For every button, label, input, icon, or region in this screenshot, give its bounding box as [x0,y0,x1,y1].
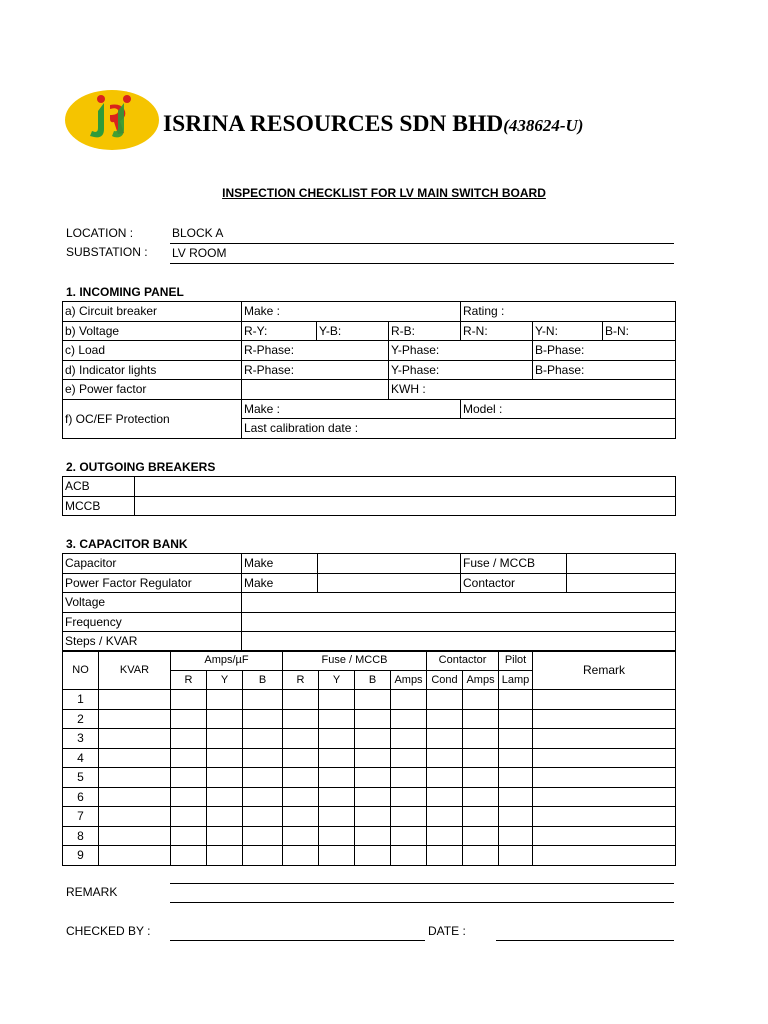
substation-value: LV ROOM [172,246,227,260]
step-entry-cell[interactable] [319,826,355,846]
step-entry-cell[interactable] [391,729,427,749]
location-value: BLOCK A [172,226,224,240]
frequency-cell[interactable] [242,612,676,632]
company-name-text: ISRINA RESOURCES SDN BHD [163,111,504,137]
location-line [170,243,674,244]
capacitor-steps-body [63,690,676,866]
section-outgoing-heading: 2. OUTGOING BREAKERS [66,460,216,474]
table-row [63,380,676,400]
step-entry-cell[interactable] [171,846,207,866]
table-row [63,496,676,516]
step-entry-cell[interactable] [283,748,319,768]
step-entry-cell[interactable] [499,748,533,768]
step-entry-cell[interactable] [207,846,243,866]
section-capacitor-heading: 3. CAPACITOR BANK [66,537,188,551]
remark-label: REMARK [66,885,118,899]
step-entry-cell[interactable] [319,787,355,807]
company-logo [64,89,160,151]
load-y-phase-cell[interactable]: Y-Phase: [389,341,533,361]
step-entry-cell[interactable] [463,748,499,768]
circuit-breaker-rating-cell[interactable]: Rating : [461,302,676,322]
indicator-lights-label: d) Indicator lights [63,360,242,380]
step-entry-cell[interactable] [533,768,676,788]
capacitor-make-label: Make [242,554,318,574]
step-entry-cell[interactable] [355,807,391,827]
step-entry-cell[interactable] [319,690,355,710]
step-entry-cell[interactable] [283,846,319,866]
incoming-panel-table [62,301,676,439]
table-row [63,748,676,768]
step-entry-cell[interactable] [533,807,676,827]
step-entry-cell[interactable] [391,709,427,729]
circuit-breaker-label: a) Circuit breaker [63,302,242,322]
table-row [63,399,676,419]
voltage-ry-cell[interactable]: R-Y: [242,321,317,341]
table-row [63,321,676,341]
step-entry-cell[interactable] [207,690,243,710]
step-entry-cell[interactable] [391,826,427,846]
power-factor-cell[interactable] [242,380,389,400]
company-name [163,111,583,138]
pfr-label: Power Factor Regulator [63,573,242,593]
substation-line [170,263,674,264]
table-row [63,768,676,788]
step-entry-cell[interactable] [355,826,391,846]
col-fuse-y-header: Y [319,670,355,690]
step-entry-cell[interactable] [99,748,171,768]
step-entry-cell[interactable] [463,768,499,788]
step-entry-cell[interactable] [319,729,355,749]
step-entry-cell[interactable] [391,690,427,710]
table-row [63,593,676,613]
voltage-label: b) Voltage [63,321,242,341]
step-entry-cell[interactable] [463,826,499,846]
acb-value-cell[interactable] [135,477,676,497]
step-entry-cell[interactable] [391,807,427,827]
load-label: c) Load [63,341,242,361]
ocef-make-cell[interactable]: Make : [242,399,461,419]
indicator-r-phase-cell[interactable]: R-Phase: [242,360,389,380]
kwh-cell[interactable]: KWH : [389,380,676,400]
step-entry-cell[interactable] [171,729,207,749]
substation-label: SUBSTATION : [66,245,148,259]
step-entry-cell[interactable] [391,787,427,807]
step-entry-cell[interactable] [283,768,319,788]
step-entry-cell[interactable] [283,729,319,749]
step-number-cell: 2 [63,709,99,729]
step-entry-cell[interactable] [427,690,463,710]
step-entry-cell[interactable] [533,690,676,710]
step-entry-cell[interactable] [99,729,171,749]
step-entry-cell[interactable] [243,768,283,788]
table-row [63,787,676,807]
table-row [63,690,676,710]
location-label: LOCATION : [66,226,134,240]
col-fuse-r-header: R [283,670,319,690]
step-entry-cell[interactable] [99,807,171,827]
col-amps-r-header: R [171,670,207,690]
table-row [63,341,676,361]
table-row [63,729,676,749]
step-entry-cell[interactable] [427,748,463,768]
col-contactor-amps-header: Amps [463,670,499,690]
step-entry-cell[interactable] [99,826,171,846]
step-number-cell: 9 [63,846,99,866]
ocef-model-cell[interactable]: Model : [461,399,676,419]
step-entry-cell[interactable] [499,826,533,846]
mccb-label: MCCB [63,496,135,516]
step-entry-cell[interactable] [499,787,533,807]
col-amps-uf-header: Amps/µF [171,651,283,671]
capacitor-make-cell[interactable] [318,554,461,574]
outgoing-breakers-table [62,476,676,516]
step-entry-cell[interactable] [171,690,207,710]
step-entry-cell[interactable] [533,729,676,749]
step-entry-cell[interactable] [427,768,463,788]
indicator-y-phase-cell[interactable]: Y-Phase: [389,360,533,380]
step-entry-cell[interactable] [243,748,283,768]
col-pilot-header: Pilot [499,651,533,671]
step-number-cell: 6 [63,787,99,807]
last-calibration-cell[interactable]: Last calibration date : [242,419,676,439]
mccb-value-cell[interactable] [135,496,676,516]
step-entry-cell[interactable] [171,709,207,729]
fuse-mccb-label: Fuse / MCCB [461,554,567,574]
checked-by-label: CHECKED BY : [66,924,151,938]
step-entry-cell[interactable] [463,729,499,749]
step-entry-cell[interactable] [207,826,243,846]
step-entry-cell[interactable] [283,709,319,729]
step-entry-cell[interactable] [499,690,533,710]
table-row [63,632,676,652]
col-fuse-mccb-header: Fuse / MCCB [283,651,427,671]
cap-voltage-label: Voltage [63,593,242,613]
table-row [63,846,676,866]
step-entry-cell[interactable] [243,690,283,710]
pfr-make-label: Make [242,573,318,593]
step-entry-cell[interactable] [207,768,243,788]
pfr-make-cell[interactable] [318,573,461,593]
step-entry-cell[interactable] [499,846,533,866]
step-entry-cell[interactable] [243,807,283,827]
step-entry-cell[interactable] [499,729,533,749]
contactor-cell[interactable] [567,573,676,593]
table-row [63,612,676,632]
circuit-breaker-make-cell[interactable]: Make : [242,302,461,322]
checked-by-line[interactable] [170,940,425,941]
voltage-yb-cell[interactable]: Y-B: [317,321,389,341]
step-entry-cell[interactable] [355,787,391,807]
steps-kvar-cell[interactable] [242,632,676,652]
step-number-cell: 5 [63,768,99,788]
step-entry-cell[interactable] [355,729,391,749]
step-entry-cell[interactable] [283,826,319,846]
power-factor-label: e) Power factor [63,380,242,400]
section-incoming-heading: 1. INCOMING PANEL [66,285,184,299]
step-entry-cell[interactable] [427,787,463,807]
step-entry-cell[interactable] [243,826,283,846]
voltage-yn-cell[interactable]: Y-N: [533,321,603,341]
voltage-rn-cell[interactable]: R-N: [461,321,533,341]
table-row [63,360,676,380]
step-number-cell: 7 [63,807,99,827]
document-title: INSPECTION CHECKLIST FOR LV MAIN SWITCH BOARD [222,186,546,200]
capacitor-label: Capacitor [63,554,242,574]
step-entry-cell[interactable] [391,768,427,788]
table-row [63,573,676,593]
step-entry-cell[interactable] [499,709,533,729]
step-entry-cell[interactable] [207,787,243,807]
voltage-rb-cell[interactable]: R-B: [389,321,461,341]
step-entry-cell[interactable] [355,748,391,768]
step-entry-cell[interactable] [99,709,171,729]
step-entry-cell[interactable] [463,787,499,807]
step-entry-cell[interactable] [319,807,355,827]
capacitor-steps-table [62,650,676,866]
step-entry-cell[interactable] [171,826,207,846]
registration-number: (438624-U) [503,116,584,135]
steps-kvar-label: Steps / KVAR [63,632,242,652]
step-entry-cell[interactable] [427,709,463,729]
step-entry-cell[interactable] [499,807,533,827]
table-row [63,826,676,846]
step-entry-cell[interactable] [99,690,171,710]
step-entry-cell[interactable] [391,846,427,866]
step-entry-cell[interactable] [319,846,355,866]
contactor-label: Contactor [461,573,567,593]
step-entry-cell[interactable] [319,748,355,768]
step-entry-cell[interactable] [427,846,463,866]
step-entry-cell[interactable] [355,690,391,710]
step-entry-cell[interactable] [319,709,355,729]
step-entry-cell[interactable] [99,787,171,807]
table-header-row [63,651,676,671]
col-fuse-amps-header: Amps [391,670,427,690]
step-entry-cell[interactable] [463,846,499,866]
date-line[interactable] [496,940,674,941]
step-entry-cell[interactable] [243,709,283,729]
step-entry-cell[interactable] [207,748,243,768]
col-contactor-cond-header: Cond [427,670,463,690]
col-pilot-lamp-header: Lamp [499,670,533,690]
step-entry-cell[interactable] [243,846,283,866]
step-entry-cell[interactable] [463,807,499,827]
col-remark-header: Remark [533,651,676,690]
date-label: DATE : [428,924,466,938]
voltage-bn-cell[interactable]: B-N: [603,321,676,341]
step-entry-cell[interactable] [99,846,171,866]
acb-label: ACB [63,477,135,497]
step-entry-cell[interactable] [283,807,319,827]
step-number-cell: 4 [63,748,99,768]
cap-voltage-cell[interactable] [242,593,676,613]
step-entry-cell[interactable] [319,768,355,788]
col-amps-b-header: B [243,670,283,690]
col-contactor-header: Contactor [427,651,499,671]
step-entry-cell[interactable] [427,826,463,846]
step-entry-cell[interactable] [207,807,243,827]
table-row [63,554,676,574]
table-row [63,302,676,322]
step-number-cell: 8 [63,826,99,846]
step-entry-cell[interactable] [243,787,283,807]
step-entry-cell[interactable] [171,748,207,768]
fuse-mccb-cell[interactable] [567,554,676,574]
step-entry-cell[interactable] [533,846,676,866]
step-entry-cell[interactable] [533,748,676,768]
table-row [63,477,676,497]
step-entry-cell[interactable] [243,729,283,749]
step-entry-cell[interactable] [499,768,533,788]
step-entry-cell[interactable] [171,768,207,788]
table-row [63,709,676,729]
step-entry-cell[interactable] [283,690,319,710]
ocef-protection-label: f) OC/EF Protection [63,399,242,438]
remark-line-2[interactable] [170,902,674,903]
step-entry-cell[interactable] [533,709,676,729]
table-row [63,807,676,827]
load-b-phase-cell[interactable]: B-Phase: [533,341,676,361]
step-entry-cell[interactable] [463,690,499,710]
col-fuse-b-header: B [355,670,391,690]
step-entry-cell[interactable] [207,709,243,729]
indicator-b-phase-cell[interactable]: B-Phase: [533,360,676,380]
step-entry-cell[interactable] [355,768,391,788]
step-entry-cell[interactable] [533,826,676,846]
col-kvar-header: KVAR [99,651,171,690]
step-entry-cell[interactable] [355,846,391,866]
step-entry-cell[interactable] [171,807,207,827]
capacitor-info-table [62,553,676,652]
step-entry-cell[interactable] [355,709,391,729]
step-entry-cell[interactable] [463,709,499,729]
step-entry-cell[interactable] [171,787,207,807]
step-entry-cell[interactable] [427,807,463,827]
step-entry-cell[interactable] [427,729,463,749]
remark-line-1[interactable] [170,883,674,884]
step-entry-cell[interactable] [207,729,243,749]
step-entry-cell[interactable] [533,787,676,807]
step-entry-cell[interactable] [391,748,427,768]
load-r-phase-cell[interactable]: R-Phase: [242,341,389,361]
step-number-cell: 3 [63,729,99,749]
step-entry-cell[interactable] [283,787,319,807]
col-no-header: NO [63,651,99,690]
col-amps-y-header: Y [207,670,243,690]
step-entry-cell[interactable] [99,768,171,788]
frequency-label: Frequency [63,612,242,632]
step-number-cell: 1 [63,690,99,710]
